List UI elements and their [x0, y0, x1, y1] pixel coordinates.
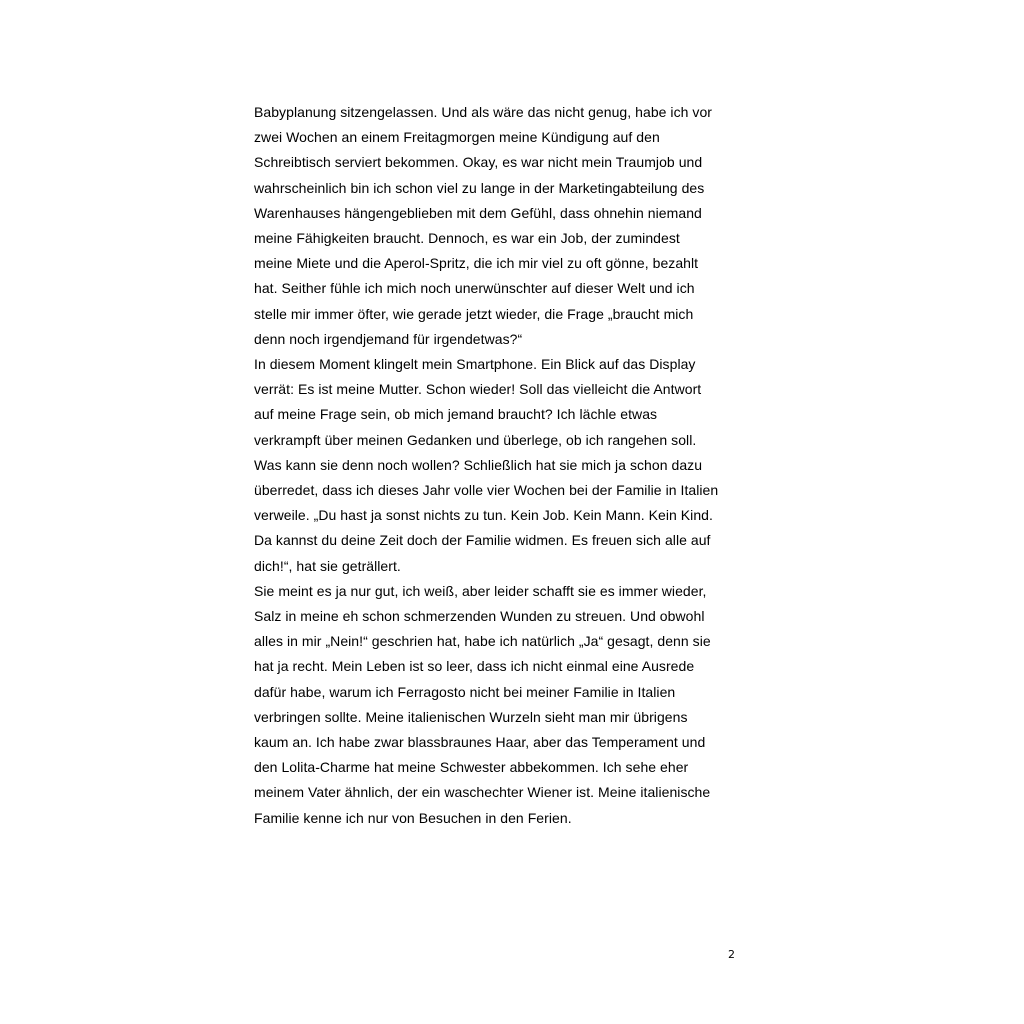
text-line: alles in mir „Nein!“ geschrien hat, habe ich natürlich „Ja“ gesagt, denn sie — [254, 633, 711, 650]
text-line: Babyplanung sitzengelassen. Und als wäre das nicht genug, habe ich vor — [254, 104, 713, 120]
text-line: meine Fähigkeiten braucht. Dennoch, es war ein Job, der zumindest — [254, 230, 680, 247]
text-line: zwei Wochen an einem Freitagmorgen meine Kündigung auf den — [254, 129, 660, 146]
text-line: überredet, dass ich dieses Jahr volle vier Wochen bei der Familie in Italien — [254, 482, 719, 499]
text-line: verkrampft über meinen Gedanken und überlege, ob ich rangehen soll. — [254, 431, 697, 448]
text-line: Salz in meine eh schon schmerzenden Wunden zu streuen. Und obwohl — [254, 608, 705, 625]
text-line: meine Miete und die Aperol-Spritz, die ich mir viel zu oft gönne, bezahlt — [254, 255, 699, 272]
text-line: auf meine Frage sein, ob mich jemand braucht? Ich lächle etwas — [254, 406, 658, 423]
text-line: den Lolita-Charme hat meine Schwester abbekommen. Ich sehe eher — [254, 759, 689, 776]
text-line: Schreibtisch serviert bekommen. Okay, es war nicht mein Traumjob und — [254, 154, 703, 171]
text-line: Da kannst du deine Zeit doch der Familie widmen. Es freuen sich alle auf — [254, 532, 711, 549]
text-line: wahrscheinlich bin ich schon viel zu lange in der Marketingabteilung des — [254, 179, 705, 196]
body-text — [254, 100, 774, 831]
text-line: verweile. „Du hast ja sonst nichts zu tun. Kein Job. Kein Mann. Kein Kind. — [254, 507, 713, 524]
text-line: kaum an. Ich habe zwar blassbraunes Haar, aber das Temperament und — [254, 734, 706, 751]
text-line: hat ja recht. Mein Leben ist so leer, dass ich nicht einmal eine Ausrede — [254, 658, 695, 675]
text-line: dafür habe, warum ich Ferragosto nicht bei meiner Familie in Italien — [254, 683, 676, 700]
text-line: verrät: Es ist meine Mutter. Schon wieder! Soll das vielleicht die Antwort — [254, 381, 702, 398]
text-line: Was kann sie denn noch wollen? Schließlich hat sie mich ja schon dazu — [254, 456, 703, 473]
text-line: dich!“, hat sie geträllert. — [254, 557, 401, 574]
text-line: In diesem Moment klingelt mein Smartphone. Ein Blick auf das Display — [254, 356, 696, 373]
text-line: Sie meint es ja nur gut, ich weiß, aber leider schafft sie es immer wieder, — [254, 582, 707, 599]
text-line: Warenhauses hängengeblieben mit dem Gefühl, dass ohnehin niemand — [254, 204, 702, 221]
text-line: hat. Seither fühle ich mich noch unerwünschter auf dieser Welt und ich — [254, 280, 695, 297]
text-line: meinem Vater ähnlich, der ein waschechter Wiener ist. Meine italienische — [254, 784, 711, 801]
text-line: denn noch irgendjemand für irgendetwas?“ — [254, 330, 523, 347]
text-line: stelle mir immer öfter, wie gerade jetzt wieder, die Frage „braucht mich — [254, 305, 694, 322]
text-line: Familie kenne ich nur von Besuchen in den Ferien. — [254, 809, 572, 826]
page-number: 2 — [728, 948, 735, 961]
text-line: verbringen sollte. Meine italienischen Wurzeln sieht man mir übrigens — [254, 708, 688, 725]
